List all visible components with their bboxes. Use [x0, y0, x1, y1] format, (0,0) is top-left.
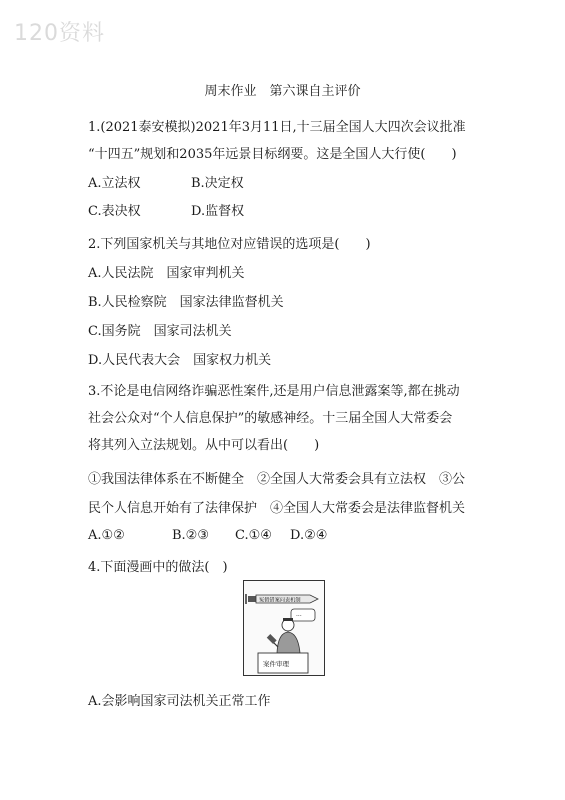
watermark-logo: 120资料	[14, 21, 105, 46]
sword-label: 冤假错案问责机制	[259, 597, 301, 604]
sword-hilt	[248, 596, 256, 602]
q4-stem: 4.下面漫画中的做法( )	[88, 560, 228, 575]
q2-option-c: C.国务院 国家司法机关	[88, 324, 232, 339]
q2-option-d: D.人民代表大会 国家权力机关	[88, 353, 272, 368]
q1-option-c: C.表决权	[88, 204, 141, 219]
figure-body	[277, 632, 300, 653]
q3-option-c: C.①④	[235, 528, 272, 543]
q3-option-b: B.②③	[172, 528, 209, 543]
q1-stem-line2: “十四五”规划和2035年远景目标纲要。这是全国人大行使( )	[88, 147, 457, 162]
svg-text:···: ···	[296, 613, 302, 620]
comic-drawing	[244, 581, 324, 675]
q3-stem-line2: 社会公众对“个人信息保护”的敏感神经。十三届全国人大常委会	[88, 411, 453, 426]
desk-label: 案件审理	[263, 660, 289, 668]
q1-option-d: D.监督权	[191, 204, 245, 219]
page-title: 周末作业 第六课自主评价	[204, 84, 361, 99]
q3-option-a: A.①②	[88, 528, 125, 543]
q4-option-a: A.会影响国家司法机关正常工作	[88, 694, 271, 709]
q3-statement-line1: ①我国法律体系在不断健全 ②全国人大常委会具有立法权 ③公	[88, 472, 466, 487]
q3-stem-line3: 将其列入立法规划。从中可以看出( )	[88, 438, 320, 453]
q3-statement-line2: 民个人信息开始有了法律保护 ④全国人大常委会是法律监督机关	[88, 501, 466, 516]
speech-bubble	[291, 609, 315, 621]
comic-illustration	[243, 580, 325, 676]
q3-stem-line1: 3.不论是电信网络诈骗恶性案件,还是用户信息泄露案等,都在挑动	[88, 384, 460, 399]
q1-option-a: A.立法权	[88, 176, 141, 191]
q2-option-b: B.人民检察院 国家法律监督机关	[88, 295, 284, 310]
q1-stem-line1: 1.(2021泰安模拟)2021年3月11日,十三届全国人大四次会议批准	[88, 120, 466, 135]
q3-option-d: D.②④	[290, 528, 328, 543]
q1-option-b: B.决定权	[191, 176, 244, 191]
q2-option-a: A.人民法院 国家审判机关	[88, 266, 245, 281]
q2-stem: 2.下列国家机关与其地位对应错误的选项是( )	[88, 237, 371, 252]
gavel-head	[267, 634, 277, 644]
